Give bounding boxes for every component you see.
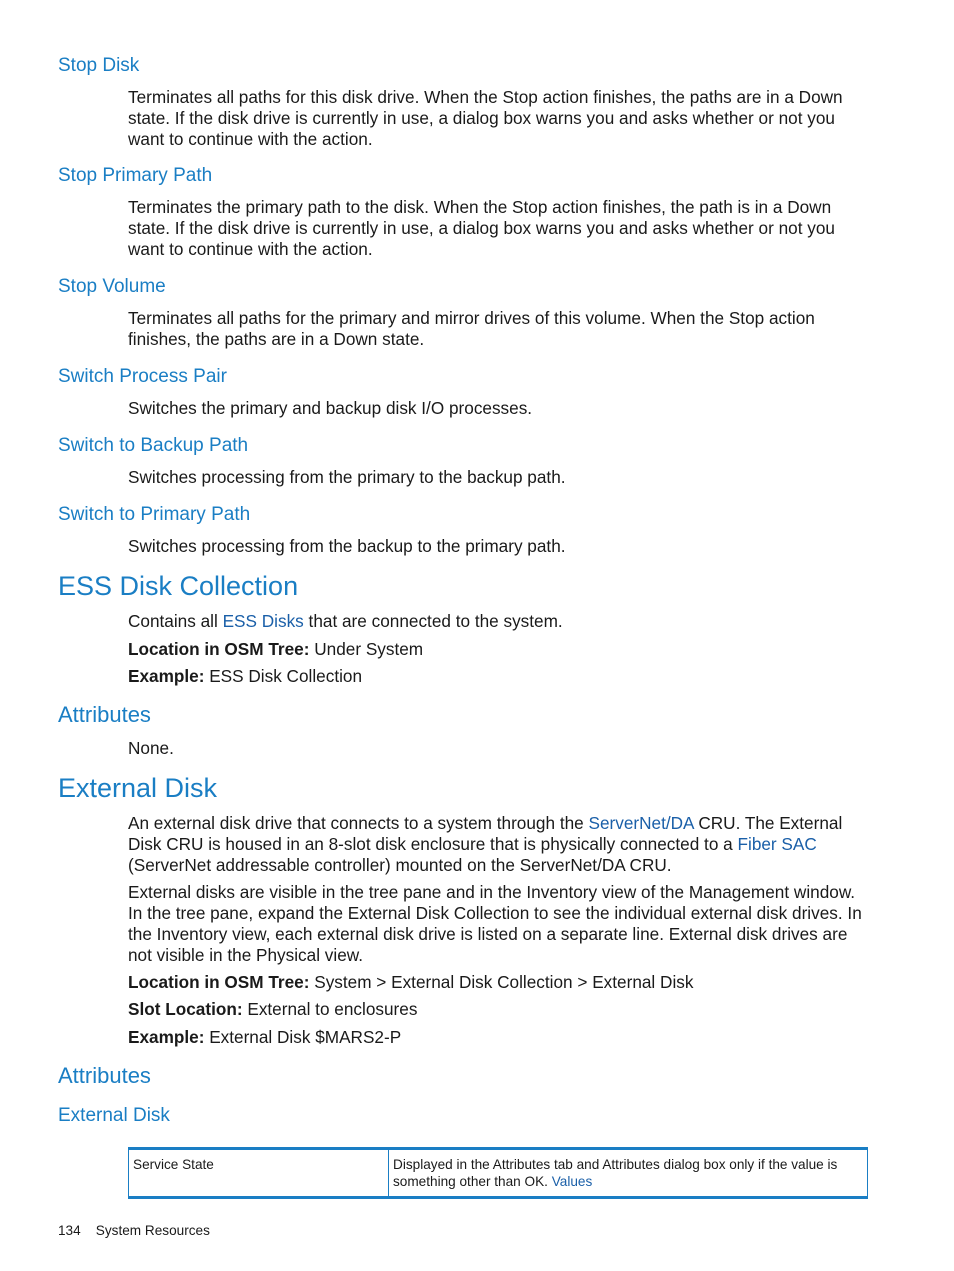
external-p1-c: (ServerNet addressable controller) mounted on the ServerNet/DA CRU. [128, 855, 672, 875]
ess-desc-pre: Contains all [128, 611, 223, 631]
entry-title-stop-volume: Stop Volume [58, 276, 166, 297]
ess-attributes-text: None. [128, 738, 174, 758]
ess-location [128, 639, 873, 660]
external-location-label: Location in OSM Tree: [128, 972, 310, 992]
ess-location-value: Under System [309, 639, 424, 659]
external-example-value: External Disk $MARS2-P [204, 1027, 402, 1047]
ess-description [128, 611, 873, 632]
entry-title-switch-process-pair: Switch Process Pair [58, 366, 227, 387]
external-location [128, 972, 873, 993]
attributes-table [128, 1147, 868, 1199]
ess-example [128, 666, 873, 687]
entry-text-switch-to-primary-path: Switches processing from the backup to the primary path. [128, 536, 566, 556]
ess-desc-post: that are connected to the system. [303, 611, 563, 631]
entry-title-switch-to-primary-path: Switch to Primary Path [58, 504, 251, 525]
external-disk-heading: External Disk [58, 773, 218, 803]
external-slot-value: External to enclosures [242, 999, 418, 1019]
external-disk-visibility: External disks are visible in the tree pane and in the Inventory view of the Management window. In the tree pane, expand the External Disk Collection to see the individual external disk drives. In the Inventory view, each external disk drive is listed on a separate line. External disk drives are not visible in the Physical view. [128, 882, 862, 965]
fiber-sac-link[interactable]: Fiber SAC [737, 834, 817, 854]
entry-text-stop-primary-path: Terminates the primary path to the disk. When the Stop action finishes, the path is in a Down state. If the disk drive is currently in use, a dialog box warns you and asks whether or not you want to continue with the action. [128, 197, 835, 259]
ess-disk-collection-heading: ESS Disk Collection [58, 571, 299, 601]
values-link[interactable]: Values [551, 1174, 593, 1189]
ess-example-label: Example: [128, 666, 205, 686]
entry-title-switch-to-backup-path: Switch to Backup Path [58, 435, 249, 456]
ess-location-label: Location in OSM Tree: [128, 639, 310, 659]
external-slot-label: Slot Location: [128, 999, 243, 1019]
entry-text-switch-process-pair: Switches the primary and backup disk I/O processes. [128, 398, 533, 418]
external-p1-a: An external disk drive that connects to a system through the [128, 813, 589, 833]
entry-title-stop-primary-path: Stop Primary Path [58, 165, 213, 186]
servernet-da-link[interactable]: ServerNet/DA [588, 813, 694, 833]
external-example-label: Example: [128, 1027, 205, 1047]
external-attributes-heading: Attributes [58, 1063, 151, 1088]
entry-text-switch-to-backup-path: Switches processing from the primary to the backup path. [128, 467, 566, 487]
page-footer [58, 1223, 210, 1238]
ess-disks-link[interactable]: ESS Disks [222, 611, 304, 631]
page-number: 134 [58, 1223, 81, 1238]
entry-text-stop-disk: Terminates all paths for this disk drive. When the Stop action finishes, the paths are in a Down state. If the disk drive is currently in use, a dialog box warns you and asks whether or not you want to continue with the action. [128, 87, 843, 149]
attribute-name-cell: Service State [129, 1149, 389, 1198]
external-disk-intro [128, 813, 873, 876]
external-example [128, 1027, 873, 1048]
table-row [129, 1149, 868, 1198]
ess-attributes-heading: Attributes [58, 702, 151, 727]
attribute-description-cell [389, 1149, 868, 1198]
external-location-value: System > External Disk Collection > External Disk [309, 972, 694, 992]
external-p1-b: CRU. The External Disk CRU is housed in an 8-slot disk enclosure that is physically connected to a [128, 813, 843, 854]
external-slot [128, 999, 873, 1020]
attribute-description: Displayed in the Attributes tab and Attributes dialog box only if the value is something other than OK. [393, 1157, 838, 1189]
entry-text-stop-volume: Terminates all paths for the primary and mirror drives of this volume. When the Stop action finishes, the paths are in a Down state. [128, 308, 815, 349]
footer-section: System Resources [95, 1223, 210, 1238]
entry-title-stop-disk: Stop Disk [58, 55, 140, 76]
external-disk-subheading: External Disk [58, 1105, 170, 1126]
ess-example-value: ESS Disk Collection [204, 666, 363, 686]
